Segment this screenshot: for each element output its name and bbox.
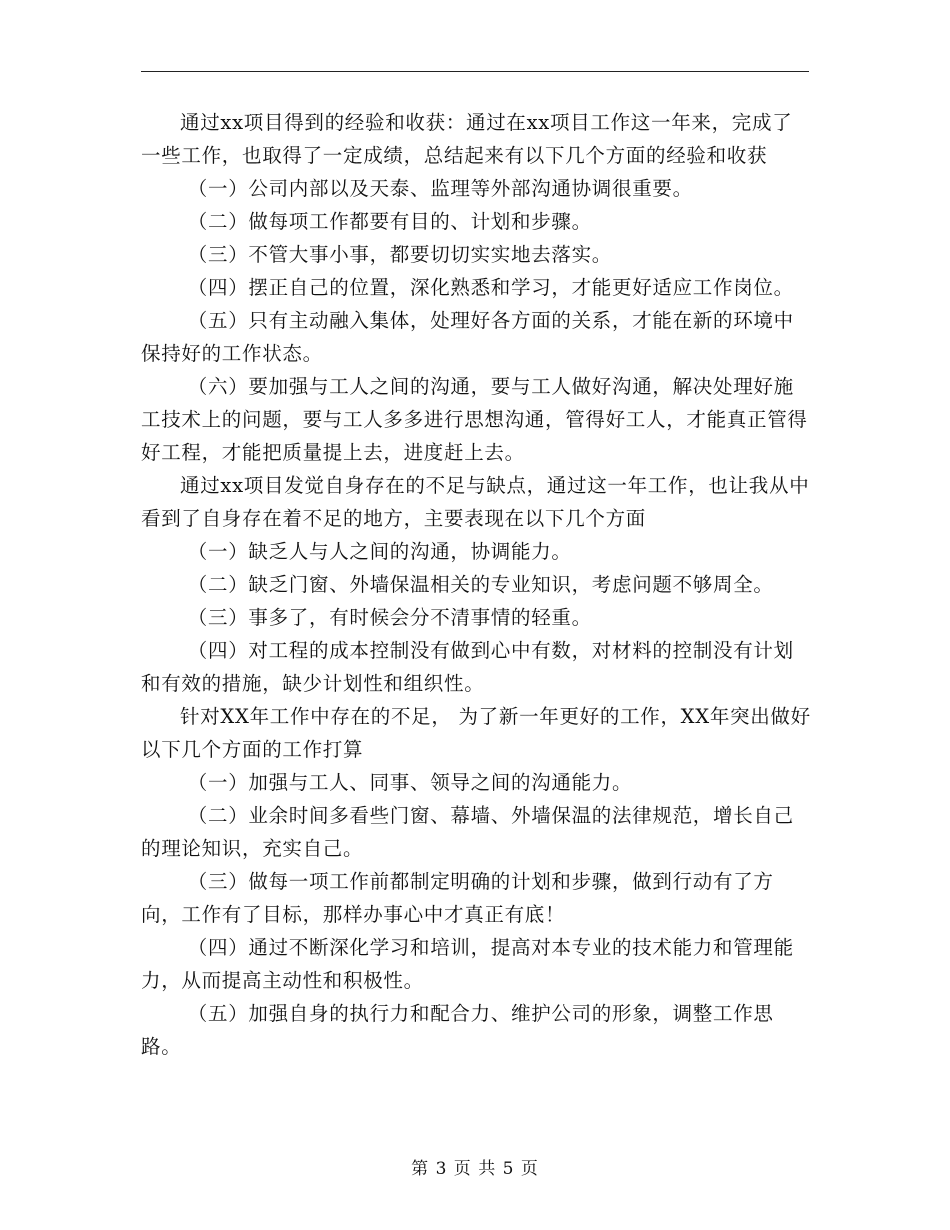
section-1-intro: 通过xx项目得到的经验和收获：通过在xx项目工作这一年来，完成了一些工作，也取得了一定成绩，总结起来有以下几个方面的经验和收获 bbox=[141, 111, 793, 167]
section-2-item-3: （三）事多了，有时候会分不清事情的轻重。 bbox=[187, 606, 592, 629]
section-1-item-3: （三）不管大事小事，都要切切实实地去落实。 bbox=[187, 243, 612, 266]
section-1-item-5: （五）只有主动融入集体，处理好各方面的关系，才能在新的环境中保持好的工作状态。 bbox=[141, 309, 794, 365]
header-rule bbox=[141, 71, 809, 72]
section-3-intro: 针对XX年工作中存在的不足， 为了新一年更好的工作，XX年突出做好以下几个方面的工作打算 bbox=[141, 705, 811, 761]
section-1-item-4: （四）摆正自己的位置，深化熟悉和学习，才能更好适应工作岗位。 bbox=[187, 276, 794, 299]
section-3-item-3: （三）做每一项工作前都制定明确的计划和步骤，做到行动有了方向，工作有了目标，那样办事心中才真正有底！ bbox=[141, 870, 774, 926]
document-body bbox=[141, 106, 811, 1063]
section-2-item-1: （一）缺乏人与人之间的沟通，协调能力。 bbox=[187, 540, 572, 563]
section-1-item-1: （一）公司内部以及天泰、监理等外部沟通协调很重要。 bbox=[187, 177, 693, 200]
section-1-item-6: （六）要加强与工人之间的沟通，要与工人做好沟通，解决处理好施工技术上的问题，要与工人多多进行思想沟通，管得好工人，才能真正管得好工程，才能把质量提上去，进度赶上去。 bbox=[141, 375, 808, 464]
page-number: 第 3 页 共 5 页 bbox=[411, 1159, 539, 1179]
section-2-intro: 通过xx项目发觉自身存在的不足与缺点，通过这一年工作，也让我从中看到了自身存在着不足的地方，主要表现在以下几个方面 bbox=[141, 474, 810, 530]
section-3-item-4: （四）通过不断深化学习和培训，提高对本专业的技术能力和管理能力，从而提高主动性和积极性。 bbox=[141, 936, 794, 992]
section-1-item-2: （二）做每项工作都要有目的、计划和步骤。 bbox=[187, 210, 592, 233]
section-3-item-2: （二）业余时间多看些门窗、幕墙、外墙保温的法律规范，增长自己的理论知识，充实自己。 bbox=[141, 804, 794, 860]
section-3-item-1: （一）加强与工人、同事、领导之间的沟通能力。 bbox=[187, 771, 633, 794]
section-2-item-2: （二）缺乏门窗、外墙保温相关的专业知识，考虑问题不够周全。 bbox=[187, 573, 774, 596]
section-3-item-5: （五）加强自身的执行力和配合力、维护公司的形象，调整工作思路。 bbox=[141, 1002, 774, 1058]
section-2-item-4: （四）对工程的成本控制没有做到心中有数，对材料的控制没有计划和有效的措施，缺少计划性和组织性。 bbox=[141, 639, 794, 695]
